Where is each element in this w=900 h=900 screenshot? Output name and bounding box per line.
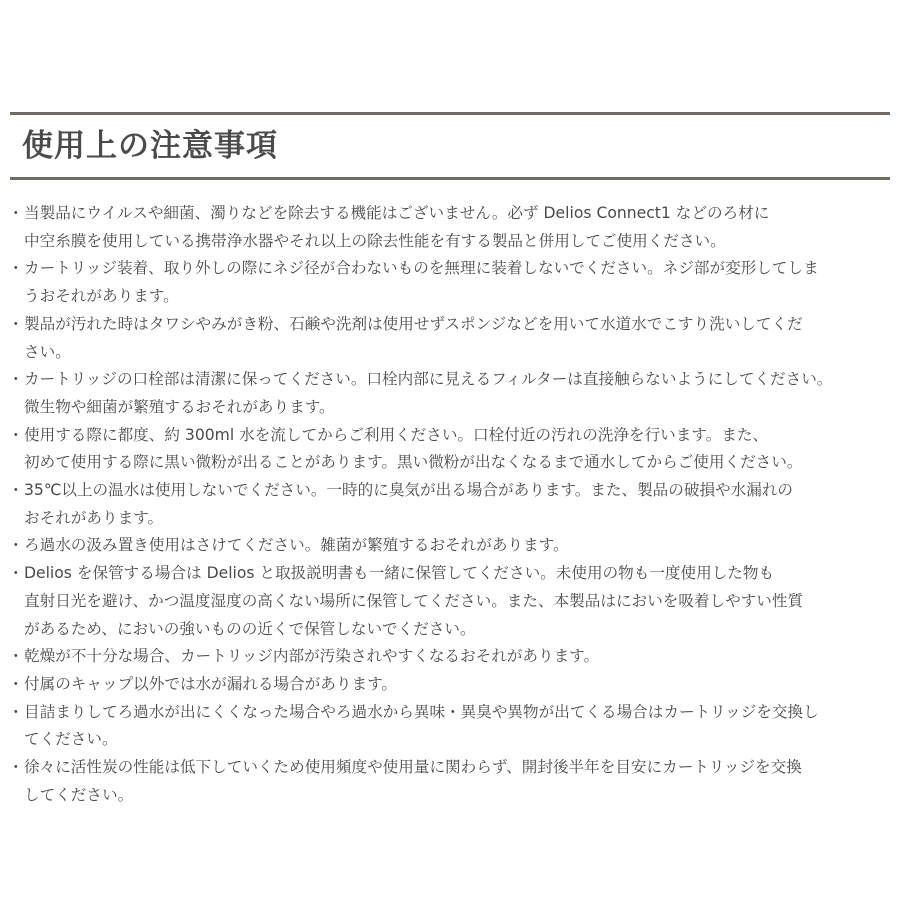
precaution-text: 初めて使用する際に黒い微粉が出ることがあります。黒い微粉が出なくなるまで通水してからご使用ください。 bbox=[24, 453, 803, 472]
precaution-text: おそれがあります。 bbox=[24, 508, 164, 527]
bullet-mark: ・ bbox=[8, 674, 24, 693]
precaution-text: 製品が汚れた時はタワシやみがき粉、石鹸や洗剤は使用せずスポンジなどを用いて水道水でこすり洗いしてくだ bbox=[24, 314, 803, 333]
precaution-text: カートリッジの口栓部は清潔に保ってください。口栓内部に見えるフィルターは直接触らないようにしてください。 bbox=[24, 370, 833, 389]
precaution-text: てください。 bbox=[24, 730, 118, 749]
precaution-item bbox=[6, 200, 896, 255]
precaution-text: 乾燥が不十分な場合、カートリッジ内部が汚染されやすくなるおそれがあります。 bbox=[24, 647, 600, 666]
precaution-text: うおそれがあります。 bbox=[24, 287, 179, 306]
bullet-mark: ・ bbox=[8, 481, 24, 500]
bullet-mark: ・ bbox=[8, 314, 24, 333]
bullet-mark: ・ bbox=[8, 370, 24, 389]
precaution-text: 使用する際に都度、約 300ml 水を流してからご利用ください。口栓付近の汚れの洗浄を行います。また、 bbox=[24, 425, 769, 444]
precaution-text: Delios を保管する場合は Delios と取扱説明書も一緒に保管してください。未使用の物も一度使用した物も bbox=[24, 564, 775, 583]
bullet-mark: ・ bbox=[8, 259, 24, 278]
bullet-mark: ・ bbox=[8, 758, 24, 777]
precaution-item bbox=[6, 643, 896, 671]
precaution-text: 当製品にウイルスや細菌、濁りなどを除去する機能はございません。必ず Delios Connect1 などのろ材に bbox=[24, 204, 770, 222]
precaution-text: してください。 bbox=[24, 785, 134, 804]
precaution-text: 35℃以上の温水は使用しないでください。一時的に臭気が出る場合があります。また、製品の破損や水漏れの bbox=[24, 481, 794, 500]
bullet-mark: ・ bbox=[8, 536, 24, 555]
precaution-text: 中空糸膜を使用している携帯浄水器やそれ以上の除去性能を有する製品と併用してご使用ください。 bbox=[24, 231, 726, 250]
precaution-item bbox=[6, 422, 896, 477]
bullet-mark: ・ bbox=[8, 647, 24, 666]
precaution-item bbox=[6, 532, 896, 560]
precaution-text: 目詰まりしてろ過水が出にくくなった場合やろ過水から異味・異臭や異物が出てくる場合はカートリッジを交換し bbox=[24, 702, 819, 721]
bullet-mark: ・ bbox=[8, 204, 24, 222]
bullet-mark: ・ bbox=[8, 425, 24, 444]
precaution-text: さい。 bbox=[24, 342, 71, 361]
precaution-item bbox=[6, 477, 896, 532]
page-title: 使用上の注意事項 bbox=[22, 128, 278, 164]
precaution-text: ろ過水の汲み置き使用はさけてください。雑菌が繁殖するおそれがあります。 bbox=[24, 536, 569, 555]
precaution-text: カートリッジ装着、取り外しの際にネジ径が合わないものを無理に装着しないでください。ネジ部が変形してしま bbox=[24, 259, 819, 278]
precaution-item bbox=[6, 754, 896, 809]
bullet-mark: ・ bbox=[8, 564, 24, 583]
header-bottom-rule bbox=[10, 177, 890, 180]
precaution-item bbox=[6, 699, 896, 754]
precaution-item bbox=[6, 560, 896, 643]
precaution-item bbox=[6, 671, 896, 699]
precautions-list bbox=[6, 200, 896, 809]
precaution-text: があるため、においの強いものの近くで保管しないでください。 bbox=[24, 619, 476, 638]
precaution-text: 付属のキャップ以外では水が漏れる場合があります。 bbox=[24, 674, 398, 693]
precaution-text: 直射日光を避け、かつ温度湿度の高くない場所に保管してください。また、本製品はにおいを吸着しやすい性質 bbox=[24, 591, 804, 610]
precaution-text: 微生物や細菌が繁殖するおそれがあります。 bbox=[24, 397, 335, 416]
precaution-text: 徐々に活性炭の性能は低下していくため使用頻度や使用量に関わらず、開封後半年を目安にカートリッジを交換 bbox=[24, 758, 802, 777]
precaution-item bbox=[6, 366, 896, 421]
precaution-item bbox=[6, 255, 896, 310]
header-top-rule bbox=[10, 112, 890, 115]
precaution-item bbox=[6, 311, 896, 366]
bullet-mark: ・ bbox=[8, 702, 24, 721]
